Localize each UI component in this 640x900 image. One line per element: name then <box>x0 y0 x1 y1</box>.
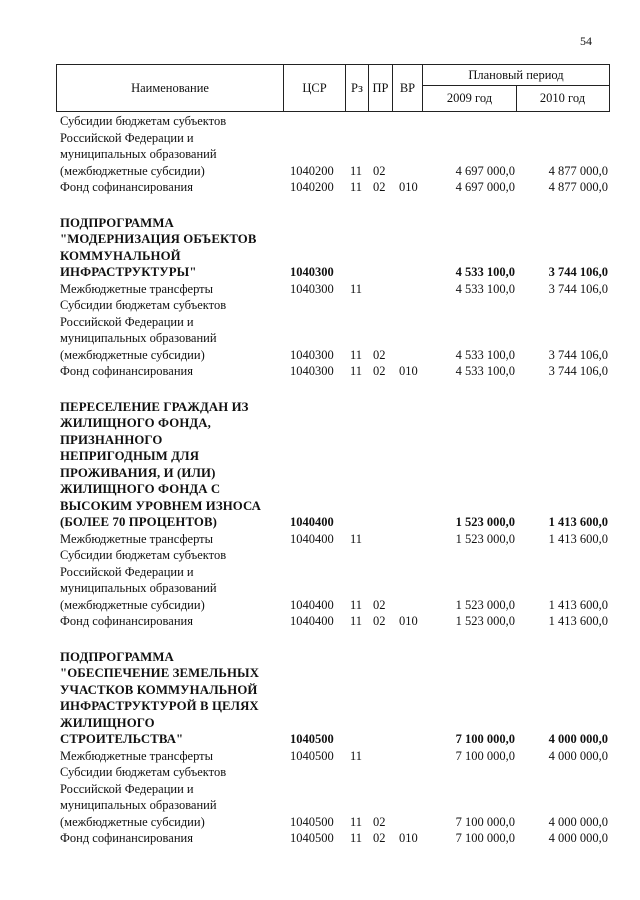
row-csr: 1040400 <box>290 515 334 529</box>
row-2009: 4 533 100,0 <box>455 265 515 279</box>
row-pr: 02 <box>373 364 386 378</box>
table-row <box>60 179 612 196</box>
section-title: ПОДПРОГРАММА "ОБЕСПЕЧЕНИЕ ЗЕМЕЛЬНЫХ УЧАСТКОВ КОММУНАЛЬНОЙ ИНФРАСТРУКТУРОЙ В ЦЕЛЯХ ЖИЛИЩНОГО СТРОИТЕЛЬСТВА" <box>60 649 260 746</box>
row-name: Межбюджетные трансферты <box>60 748 214 763</box>
header-2009: 2009 год <box>423 85 517 111</box>
row-2009: 1 523 000,0 <box>455 531 515 546</box>
row-2009: 1 523 000,0 <box>455 597 515 612</box>
row-2010: 4 877 000,0 <box>548 180 608 194</box>
row-rz: 11 <box>350 347 363 362</box>
section-title: ПОДПРОГРАММА "МОДЕРНИЗАЦИЯ ОБЪЕКТОВ КОММУНАЛЬНОЙ ИНФРАСТРУКТУРЫ" <box>60 215 257 279</box>
row-rz: 11 <box>350 597 363 612</box>
row-2010: 3 744 106,0 <box>548 265 608 279</box>
row-csr: 1040200 <box>290 180 334 194</box>
table-row <box>60 531 612 548</box>
header-rz: Рз <box>346 65 369 111</box>
row-csr: 1040300 <box>290 281 334 296</box>
table-header <box>56 64 610 112</box>
row-2009: 4 697 000,0 <box>455 180 515 194</box>
row-csr: 1040400 <box>290 614 334 628</box>
header-vr: ВР <box>393 65 423 111</box>
section-row <box>60 215 612 281</box>
row-2009: 4 533 100,0 <box>455 364 515 378</box>
row-2010: 3 744 106,0 <box>548 347 608 362</box>
section-title: ПЕРЕСЕЛЕНИЕ ГРАЖДАН ИЗ ЖИЛИЩНОГО ФОНДА, ПРИЗНАННОГО НЕПРИГОДНЫМ ДЛЯ ПРОЖИВАНИЯ, И (ИЛИ) ЖИЛИЩНОГО ФОНДА С ВЫСОКИМ УРОВНЕМ ИЗНОСА (БОЛЕЕ 70 ПРОЦЕНТОВ) <box>60 399 262 529</box>
row-vr: 010 <box>399 180 418 194</box>
row-pr: 02 <box>373 831 386 845</box>
row-name: Межбюджетные трансферты <box>60 281 214 296</box>
table-row <box>60 363 612 380</box>
row-name: Субсидии бюджетам субъектов Российской Федерации и муниципальных образований (межбюджетные субсидии) <box>60 298 227 362</box>
row-pr: 02 <box>373 597 386 612</box>
table-body <box>60 113 612 847</box>
header-name: Наименование <box>57 65 284 111</box>
row-pr: 02 <box>373 163 386 178</box>
row-2010: 4 877 000,0 <box>548 163 608 178</box>
row-2009: 1 523 000,0 <box>455 614 515 628</box>
row-pr: 02 <box>373 614 386 628</box>
header-csr: ЦСР <box>284 65 346 111</box>
section-row <box>60 399 612 531</box>
row-csr: 1040500 <box>290 732 334 746</box>
row-vr: 010 <box>399 614 418 628</box>
row-2010: 4 000 000,0 <box>548 814 608 829</box>
row-vr: 010 <box>399 831 418 845</box>
page-number: 54 <box>580 34 592 48</box>
row-2010: 4 000 000,0 <box>548 732 608 746</box>
row-csr: 1040300 <box>290 265 334 279</box>
row-2009: 7 100 000,0 <box>455 831 515 845</box>
row-2010: 3 744 106,0 <box>548 364 608 378</box>
row-csr: 1040500 <box>290 748 334 763</box>
row-rz: 11 <box>350 163 363 178</box>
table-row <box>60 297 612 363</box>
row-2010: 4 000 000,0 <box>548 831 608 845</box>
row-2009: 1 523 000,0 <box>455 515 515 529</box>
row-name: Фонд софинансирования <box>60 614 193 628</box>
row-pr: 02 <box>373 347 386 362</box>
table-row <box>60 748 612 765</box>
row-rz: 11 <box>350 748 363 763</box>
row-2009: 4 533 100,0 <box>455 281 515 296</box>
row-pr: 02 <box>373 814 386 829</box>
row-2009: 4 697 000,0 <box>455 163 515 178</box>
row-name: Фонд софинансирования <box>60 364 193 378</box>
section-row <box>60 649 612 748</box>
row-2010: 1 413 600,0 <box>548 531 608 546</box>
row-2010: 3 744 106,0 <box>548 281 608 296</box>
row-rz: 11 <box>350 531 363 546</box>
row-csr: 1040500 <box>290 831 334 845</box>
row-csr: 1040200 <box>290 163 334 178</box>
table-row <box>60 613 612 630</box>
row-2009: 7 100 000,0 <box>455 732 515 746</box>
row-rz: 11 <box>350 281 363 296</box>
header-pr: ПР <box>369 65 393 111</box>
row-2010: 1 413 600,0 <box>548 614 608 628</box>
row-2009: 4 533 100,0 <box>455 347 515 362</box>
row-2010: 1 413 600,0 <box>548 515 608 529</box>
row-name: Фонд софинансирования <box>60 180 193 194</box>
row-csr: 1040400 <box>290 597 334 612</box>
row-csr: 1040400 <box>290 531 334 546</box>
row-name: Межбюджетные трансферты <box>60 531 214 546</box>
table-row <box>60 547 612 613</box>
table-row <box>60 281 612 298</box>
row-rz: 11 <box>350 180 363 194</box>
row-name: Субсидии бюджетам субъектов Российской Федерации и муниципальных образований (межбюджетные субсидии) <box>60 114 227 178</box>
row-rz: 11 <box>350 364 363 378</box>
row-2009: 7 100 000,0 <box>455 748 515 763</box>
table-row <box>60 830 612 847</box>
row-vr: 010 <box>399 364 418 378</box>
row-pr: 02 <box>373 180 386 194</box>
row-csr: 1040300 <box>290 364 334 378</box>
row-name: Субсидии бюджетам субъектов Российской Федерации и муниципальных образований (межбюджетные субсидии) <box>60 548 227 612</box>
row-rz: 11 <box>350 831 363 845</box>
row-csr: 1040500 <box>290 814 334 829</box>
header-plan-period: Плановый период <box>423 65 609 86</box>
row-2010: 4 000 000,0 <box>548 748 608 763</box>
row-csr: 1040300 <box>290 347 334 362</box>
row-rz: 11 <box>350 814 363 829</box>
row-2010: 1 413 600,0 <box>548 597 608 612</box>
table-row <box>60 113 612 179</box>
row-2009: 7 100 000,0 <box>455 814 515 829</box>
row-name: Субсидии бюджетам субъектов Российской Федерации и муниципальных образований (межбюджетные субсидии) <box>60 765 227 829</box>
table-row <box>60 764 612 830</box>
row-name: Фонд софинансирования <box>60 831 193 845</box>
row-rz: 11 <box>350 614 363 628</box>
header-2010: 2010 год <box>539 90 586 105</box>
